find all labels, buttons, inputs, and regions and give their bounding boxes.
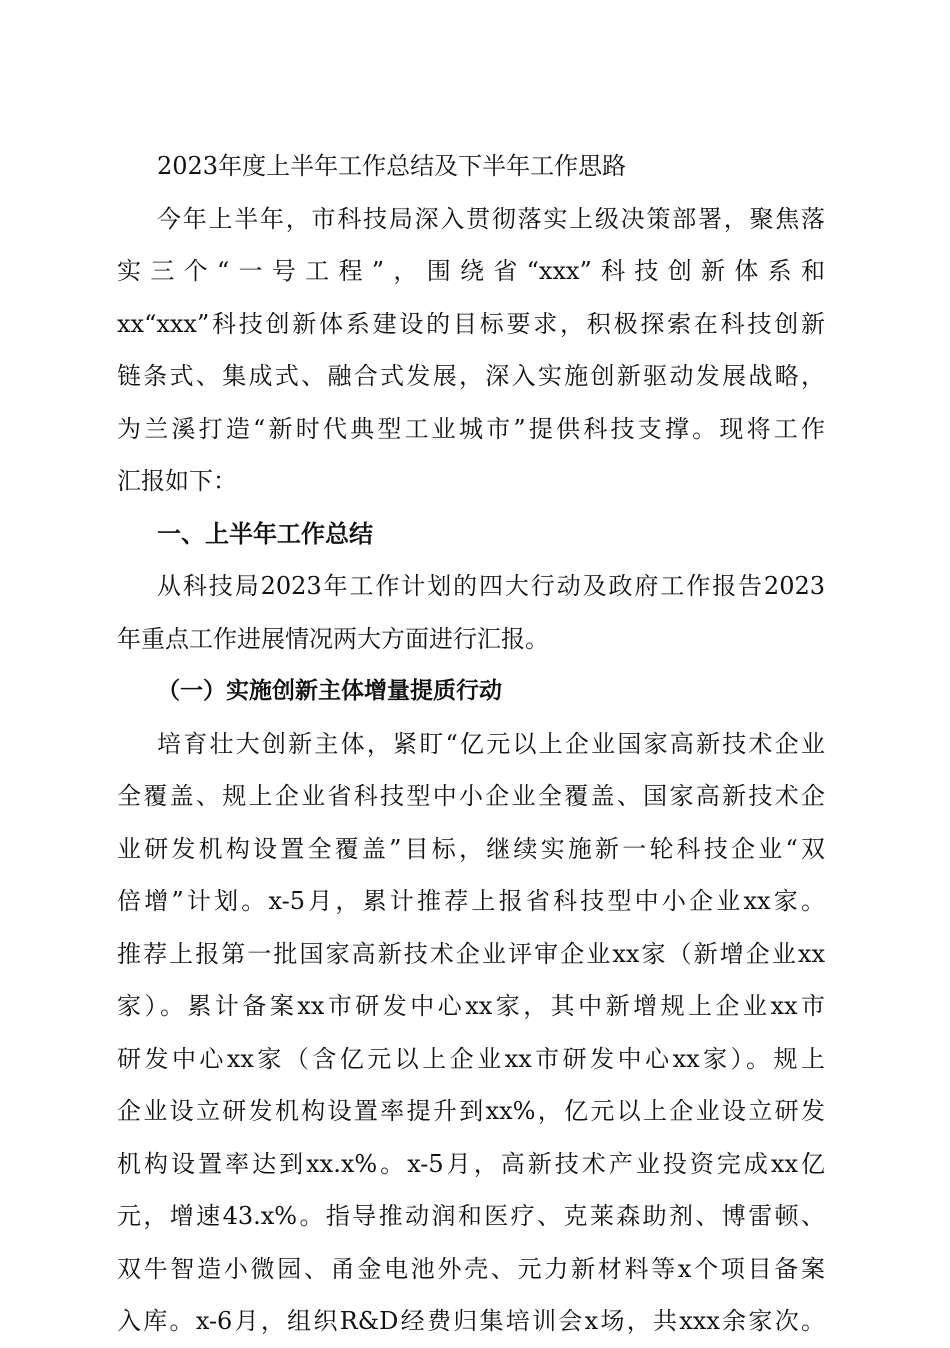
intro-line-6: 汇报如下： [117,467,237,495]
subsection1-line-1: 培育壮大创新主体，紧盯“亿元以上企业国家高新技术企业 [157,729,825,758]
intro-line-4: 链条式、集成式、融合式发展，深入实施创新驱动发展战略， [117,362,825,390]
section1-line-2: 年重点工作进展情况两大方面进行汇报。 [117,624,549,653]
subsection1-line-9: 机构设置率达到xx.x%。x-5月，高新技术产业投资完成xx亿 [117,1149,825,1178]
section1-line-1: 从科技局2023年工作计划的四大行动及政府工作报告2023 [157,572,825,600]
section-heading-first-half-summary: 一、上半年工作总结 [157,519,373,548]
subsection1-line-10: 元，增速43.x%。指导推动润和医疗、克莱森助剂、博雷顿、 [117,1202,825,1230]
subsection1-line-2: 全覆盖、规上企业省科技型中小企业全覆盖、国家高新技术企 [117,782,825,810]
intro-line-1: 今年上半年，市科技局深入贯彻落实上级决策部署，聚焦落 [157,204,825,233]
intro-line-2: 实三个“一号工程”，围绕省“xxx”科技创新体系和 [117,257,825,285]
subsection1-line-5: 推荐上报第一批国家高新技术企业评审企业xx家（新增企业xx [117,939,825,968]
intro-line-3: xx“xxx”科技创新体系建设的目标要求，积极探索在科技创新 [117,309,825,338]
subsection1-line-4: 倍增”计划。x-5月，累计推荐上报省科技型中小企业xx家。 [117,887,825,915]
subsection1-line-6: 家）。累计备案xx市研发中心xx家，其中新增规上企业xx市 [117,992,825,1020]
subsection1-line-8: 企业设立研发机构设置率提升到xx%，亿元以上企业设立研发 [117,1097,825,1125]
document-body [117,140,825,1348]
document-title: 2023年度上半年工作总结及下半年工作思路 [157,152,627,180]
subsection1-line-12: 入库。x-6月，组织R&D经费归集培训会x场，共xxx余家次。 [117,1307,825,1335]
subsection1-line-7: 研发中心xx家（含亿元以上企业xx市研发中心xx家）。规上 [117,1044,825,1073]
subsection-heading-innovation-entities: （一）实施创新主体增量提质行动 [157,678,502,704]
subsection1-line-11: 双牛智造小微园、甬金电池外壳、元力新材料等x个项目备案 [117,1254,825,1283]
subsection1-line-3: 业研发机构设置全覆盖”目标，继续实施新一轮科技企业“双 [117,834,825,863]
intro-line-5: 为兰溪打造“新时代典型工业城市”提供科技支撑。现将工作 [117,414,825,443]
